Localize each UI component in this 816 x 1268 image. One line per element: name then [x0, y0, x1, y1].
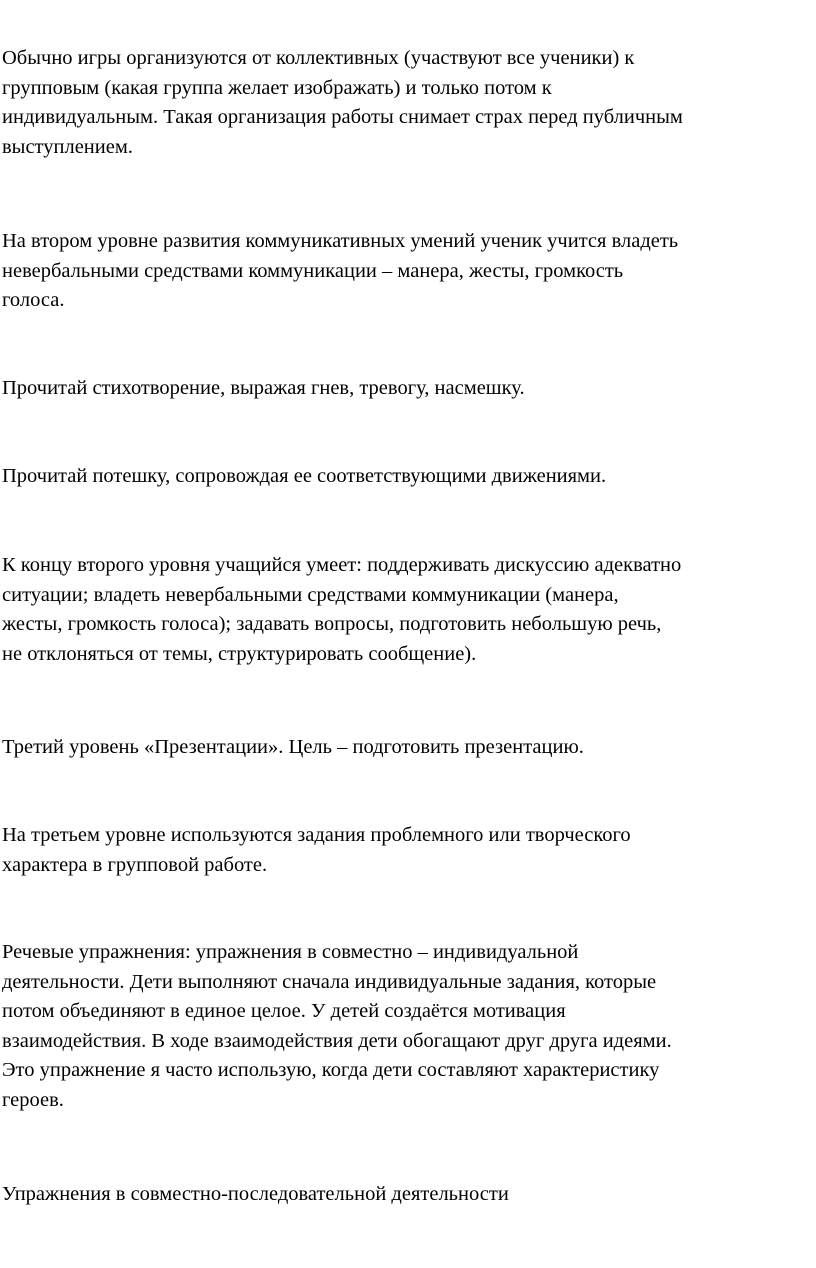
- text-line: К концу второго уровня учащийся умеет: поддерживать дискуссию адекватно: [2, 554, 682, 576]
- text-line: потом объединяют в единое целое. У детей создаётся мотивация: [2, 1000, 566, 1022]
- text-line: жесты, громкость голоса); задавать вопросы, подготовить небольшую речь,: [2, 613, 662, 635]
- text-line: Речевые упражнения: упражнения в совместно – индивидуальной: [2, 941, 579, 963]
- text-line: невербальными средствами коммуникации – манера, жесты, громкость: [2, 259, 624, 282]
- paragraph-sequential-exercises: [2, 1180, 814, 1210]
- text-line: Третий уровень «Презентации». Цель – подготовить презентацию.: [2, 736, 584, 758]
- paragraph-games-organization: [2, 44, 814, 162]
- text-line: На втором уровне развития коммуникативных умений ученик учится владеть: [2, 230, 679, 252]
- text-line: Прочитай стихотворение, выражая гнев, тревогу, насмешку.: [2, 377, 525, 399]
- paragraph-read-nursery-rhyme: [2, 462, 814, 492]
- text-line: Это упражнение я часто использую, когда дети составляют характеристику: [2, 1059, 660, 1081]
- paragraph-third-level-title: [2, 733, 814, 763]
- text-line: выступлением.: [2, 135, 133, 158]
- text-line: На третьем уровне используются задания проблемного или творческого: [2, 824, 631, 846]
- text-line: голоса.: [2, 289, 65, 311]
- text-line: Прочитай потешку, сопровождая ее соответствующими движениями.: [2, 465, 607, 487]
- text-line: ситуации; владеть невербальными средствами коммуникации (манера,: [2, 583, 619, 606]
- paragraph-second-level: [2, 227, 814, 316]
- text-line: Упражнения в совместно-последовательной деятельности: [2, 1183, 509, 1205]
- paragraph-end-of-second-level: [2, 551, 814, 669]
- text-line: групповым (какая группа желает изображать) и только потом к: [2, 76, 552, 99]
- paragraph-speech-exercises: [2, 938, 814, 1115]
- text-line: героев.: [2, 1088, 64, 1111]
- text-line: деятельности. Дети выполняют сначала индивидуальные задания, которые: [2, 970, 657, 993]
- paragraph-third-level-tasks: [2, 821, 814, 880]
- text-line: индивидуальным. Такая организация работы снимает страх перед публичным: [2, 106, 683, 128]
- text-line: характера в групповой работе.: [2, 853, 268, 876]
- text-line: Обычно игры организуются от коллективных (участвуют все ученики) к: [2, 47, 635, 69]
- text-line: не отклоняться от темы, структурировать сообщение).: [2, 642, 477, 665]
- text-line: взаимодействия. В ходе взаимодействия дети обогащают друг друга идеями.: [2, 1029, 672, 1052]
- paragraph-read-poem: [2, 374, 814, 404]
